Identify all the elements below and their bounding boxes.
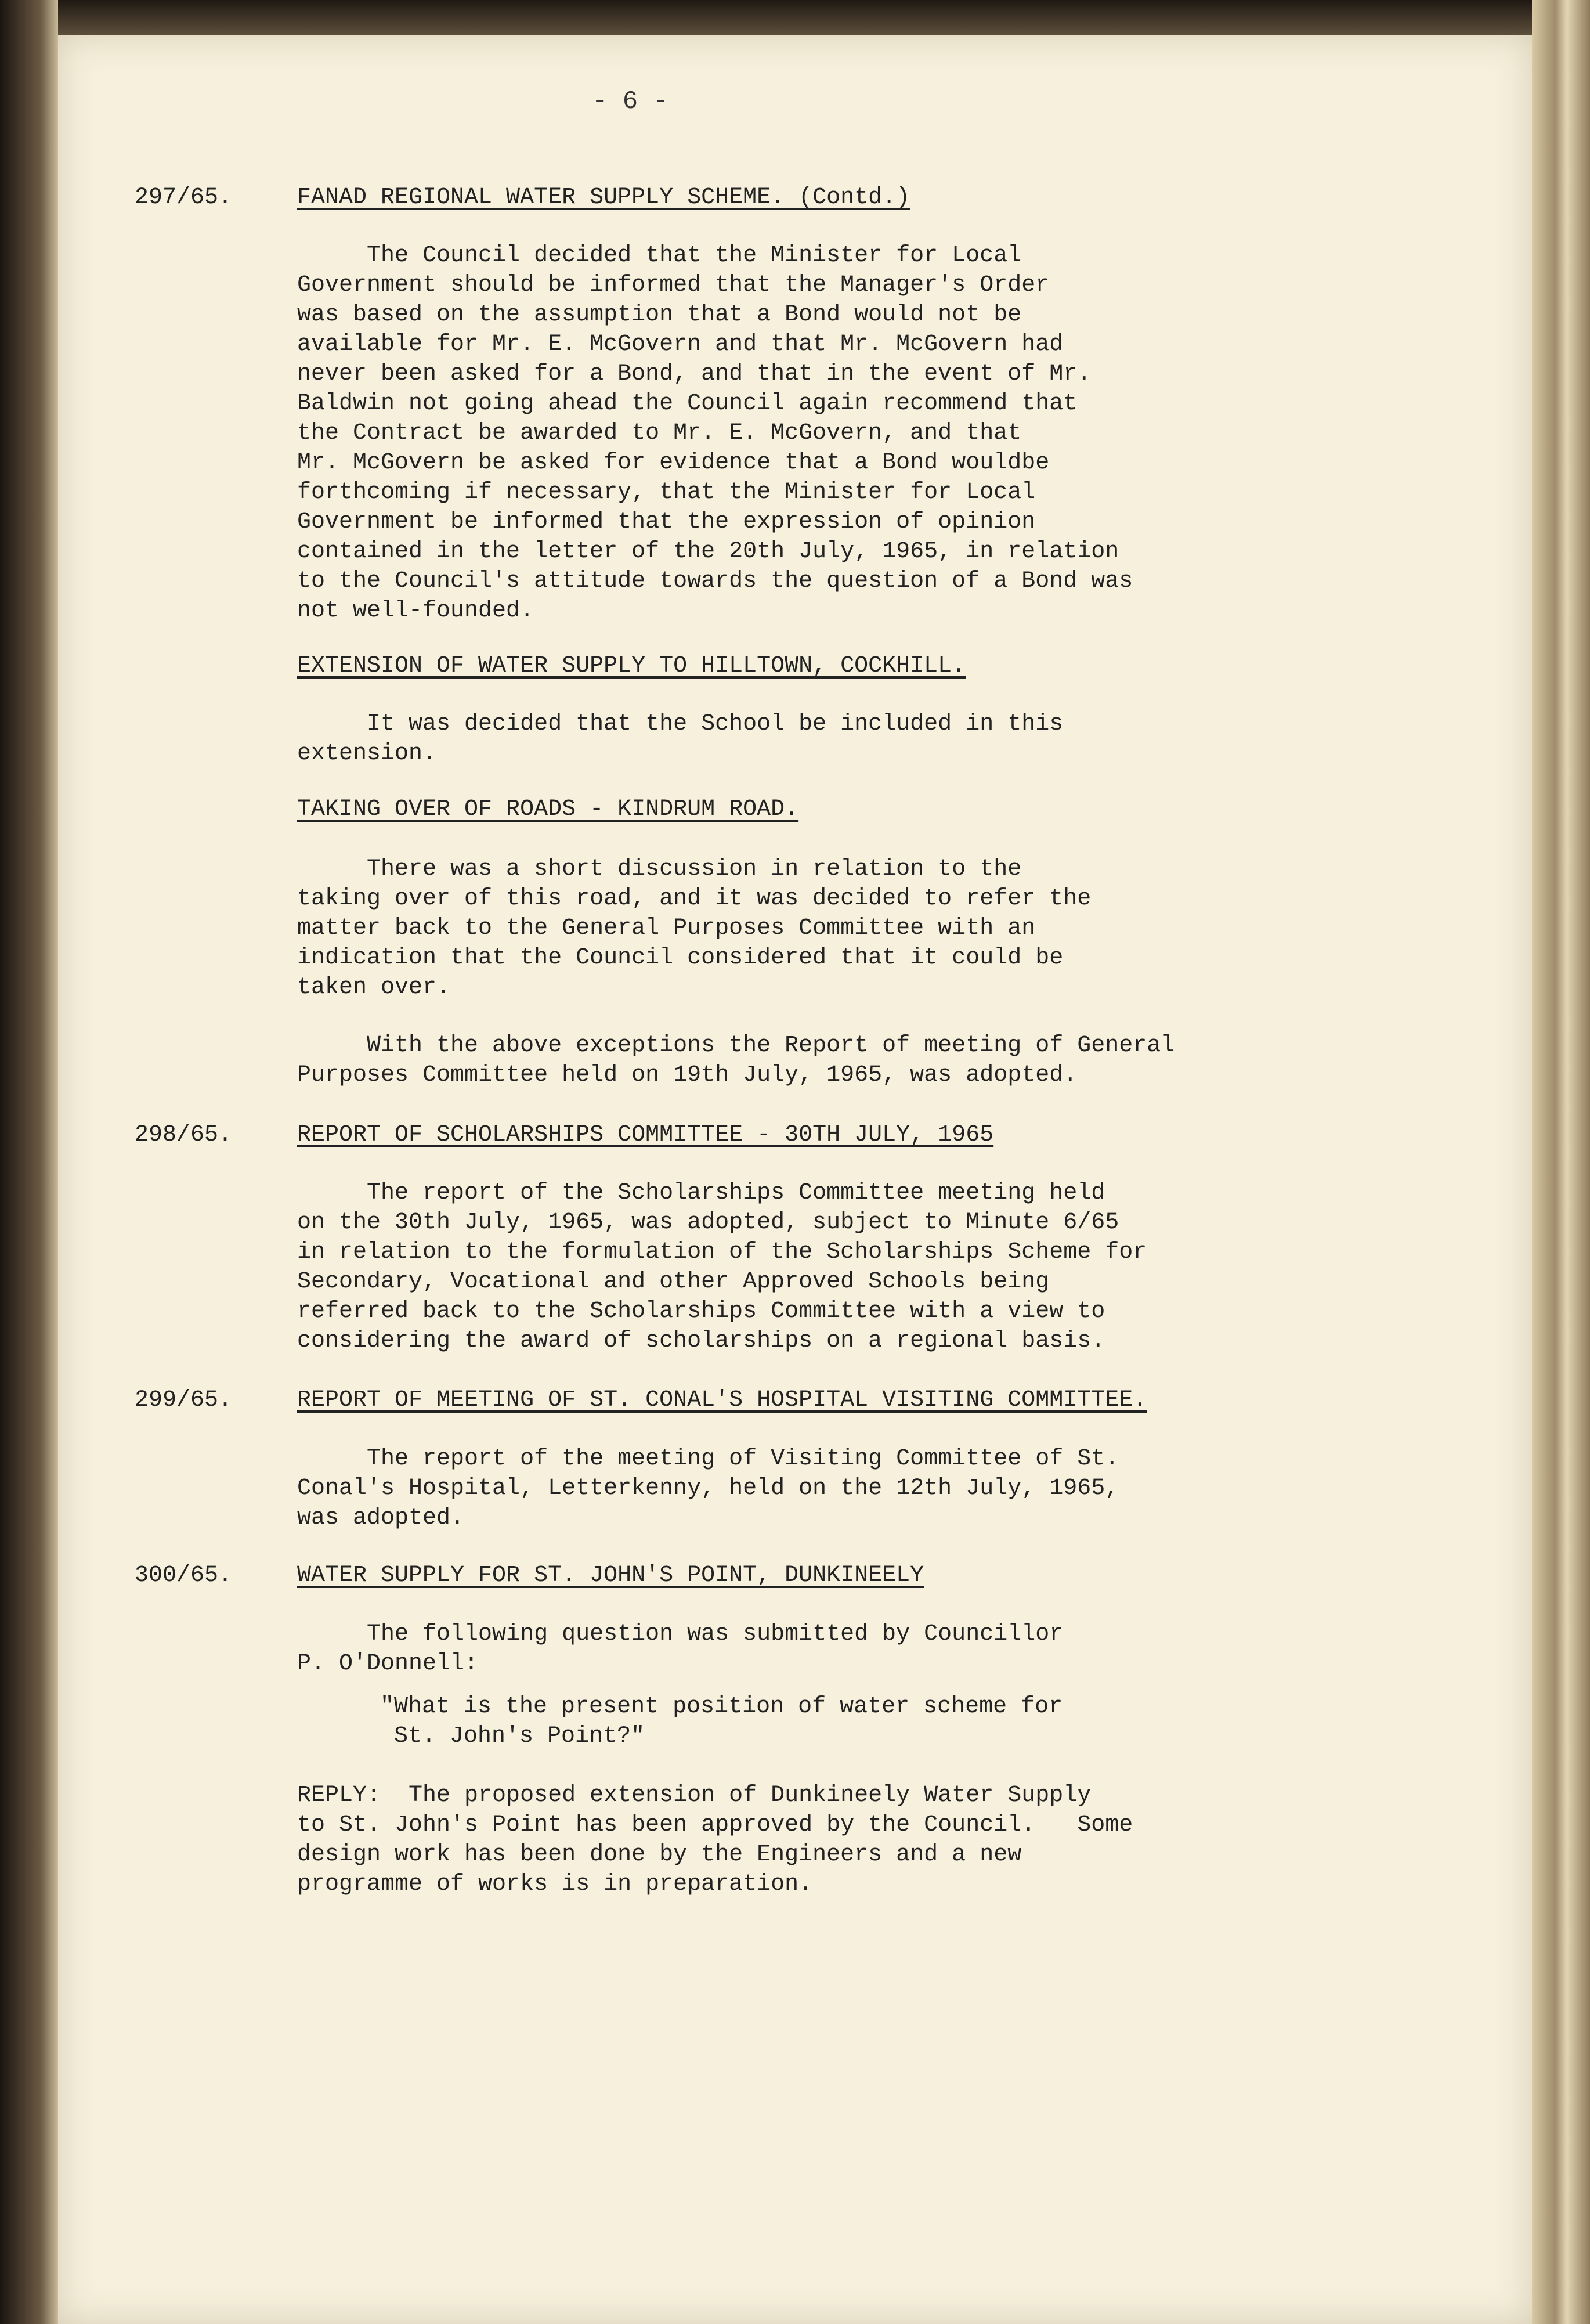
paragraph-gp-report-adopted: With the above exceptions the Report of meeting of General Purposes Committee held on 19th July, 1965, was adopted. bbox=[297, 1033, 1175, 1088]
paragraph-question-submitted: The following question was submitted by Councillor P. O'Donnell: bbox=[297, 1621, 1064, 1677]
heading-scholarships-report: REPORT OF SCHOLARSHIPS COMMITTEE - 30TH JULY, 1965 bbox=[297, 1122, 994, 1148]
book-page-edges bbox=[1532, 0, 1590, 2324]
minute-number-297: 297/65. bbox=[135, 185, 233, 211]
paragraph-extension: It was decided that the School be included in this extension. bbox=[297, 711, 1064, 767]
paragraph-st-conals: The report of the meeting of Visiting Committee of St. Conal's Hospital, Letterkenny, held on the 12th July, 1965, was adopted. bbox=[297, 1446, 1119, 1531]
minute-number-298: 298/65. bbox=[135, 1122, 233, 1148]
page-number: - 6 - bbox=[592, 87, 669, 116]
heading-st-johns-point: WATER SUPPLY FOR ST. JOHN'S POINT, DUNKINEELY bbox=[297, 1562, 924, 1589]
heading-fanad-water-supply: FANAD REGIONAL WATER SUPPLY SCHEME. (Contd.) bbox=[297, 185, 910, 211]
heading-st-conals-hospital: REPORT OF MEETING OF ST. CONAL'S HOSPITAL VISITING COMMITTEE. bbox=[297, 1387, 1147, 1413]
minute-number-299: 299/65. bbox=[135, 1387, 233, 1413]
heading-kindrum-road: TAKING OVER OF ROADS - KINDRUM ROAD. bbox=[297, 796, 799, 822]
paragraph-kindrum-road: There was a short discussion in relation to the taking over of this road, and it was decided to refer the matter back to the General Purposes Committee with an indication that the Council considered that it could be taken over. bbox=[297, 856, 1092, 1001]
book-top-edge bbox=[0, 0, 1590, 35]
quoted-question: "What is the present position of water scheme for St. John's Point?" bbox=[380, 1694, 1063, 1749]
minute-number-300: 300/65. bbox=[135, 1562, 233, 1589]
paragraph-reply: REPLY: The proposed extension of Dunkineely Water Supply to St. John's Point has been approved by the Council. Some design work has been done by the Engineers and a new programme of works is in preparation. bbox=[297, 1782, 1133, 1897]
paragraph-fanad-decision: The Council decided that the Minister for Local Government should be informed that the Manager's Order was based on the assumption that a Bond would not be available for Mr. E. McGovern and that Mr. McGovern had never been asked for a Bond, and that in the event of Mr. Baldwin not going ahead the Council again recommend that the Contract be awarded to Mr. E. McGovern, and that Mr. McGovern be asked for evidence that a Bond wouldbe forthcoming if necessary, that the Minister for Local Government be informed that the expression of opinion contained in the letter of the 20th July, 1965, in relation to the Council's attitude towards the question of a Bond was not well-founded. bbox=[297, 243, 1133, 624]
book-gutter bbox=[0, 0, 58, 2324]
heading-extension-hilltown: EXTENSION OF WATER SUPPLY TO HILLTOWN, COCKHILL. bbox=[297, 653, 966, 679]
paragraph-scholarships: The report of the Scholarships Committee meeting held on the 30th July, 1965, was adopted, subject to Minute 6/65 in relation to the formulation of the Scholarships Scheme for Secondary, Vocational and other Approved Schools being referred back to the Scholarships Committee with a view to considering the award of scholarships on a regional basis. bbox=[297, 1180, 1147, 1354]
